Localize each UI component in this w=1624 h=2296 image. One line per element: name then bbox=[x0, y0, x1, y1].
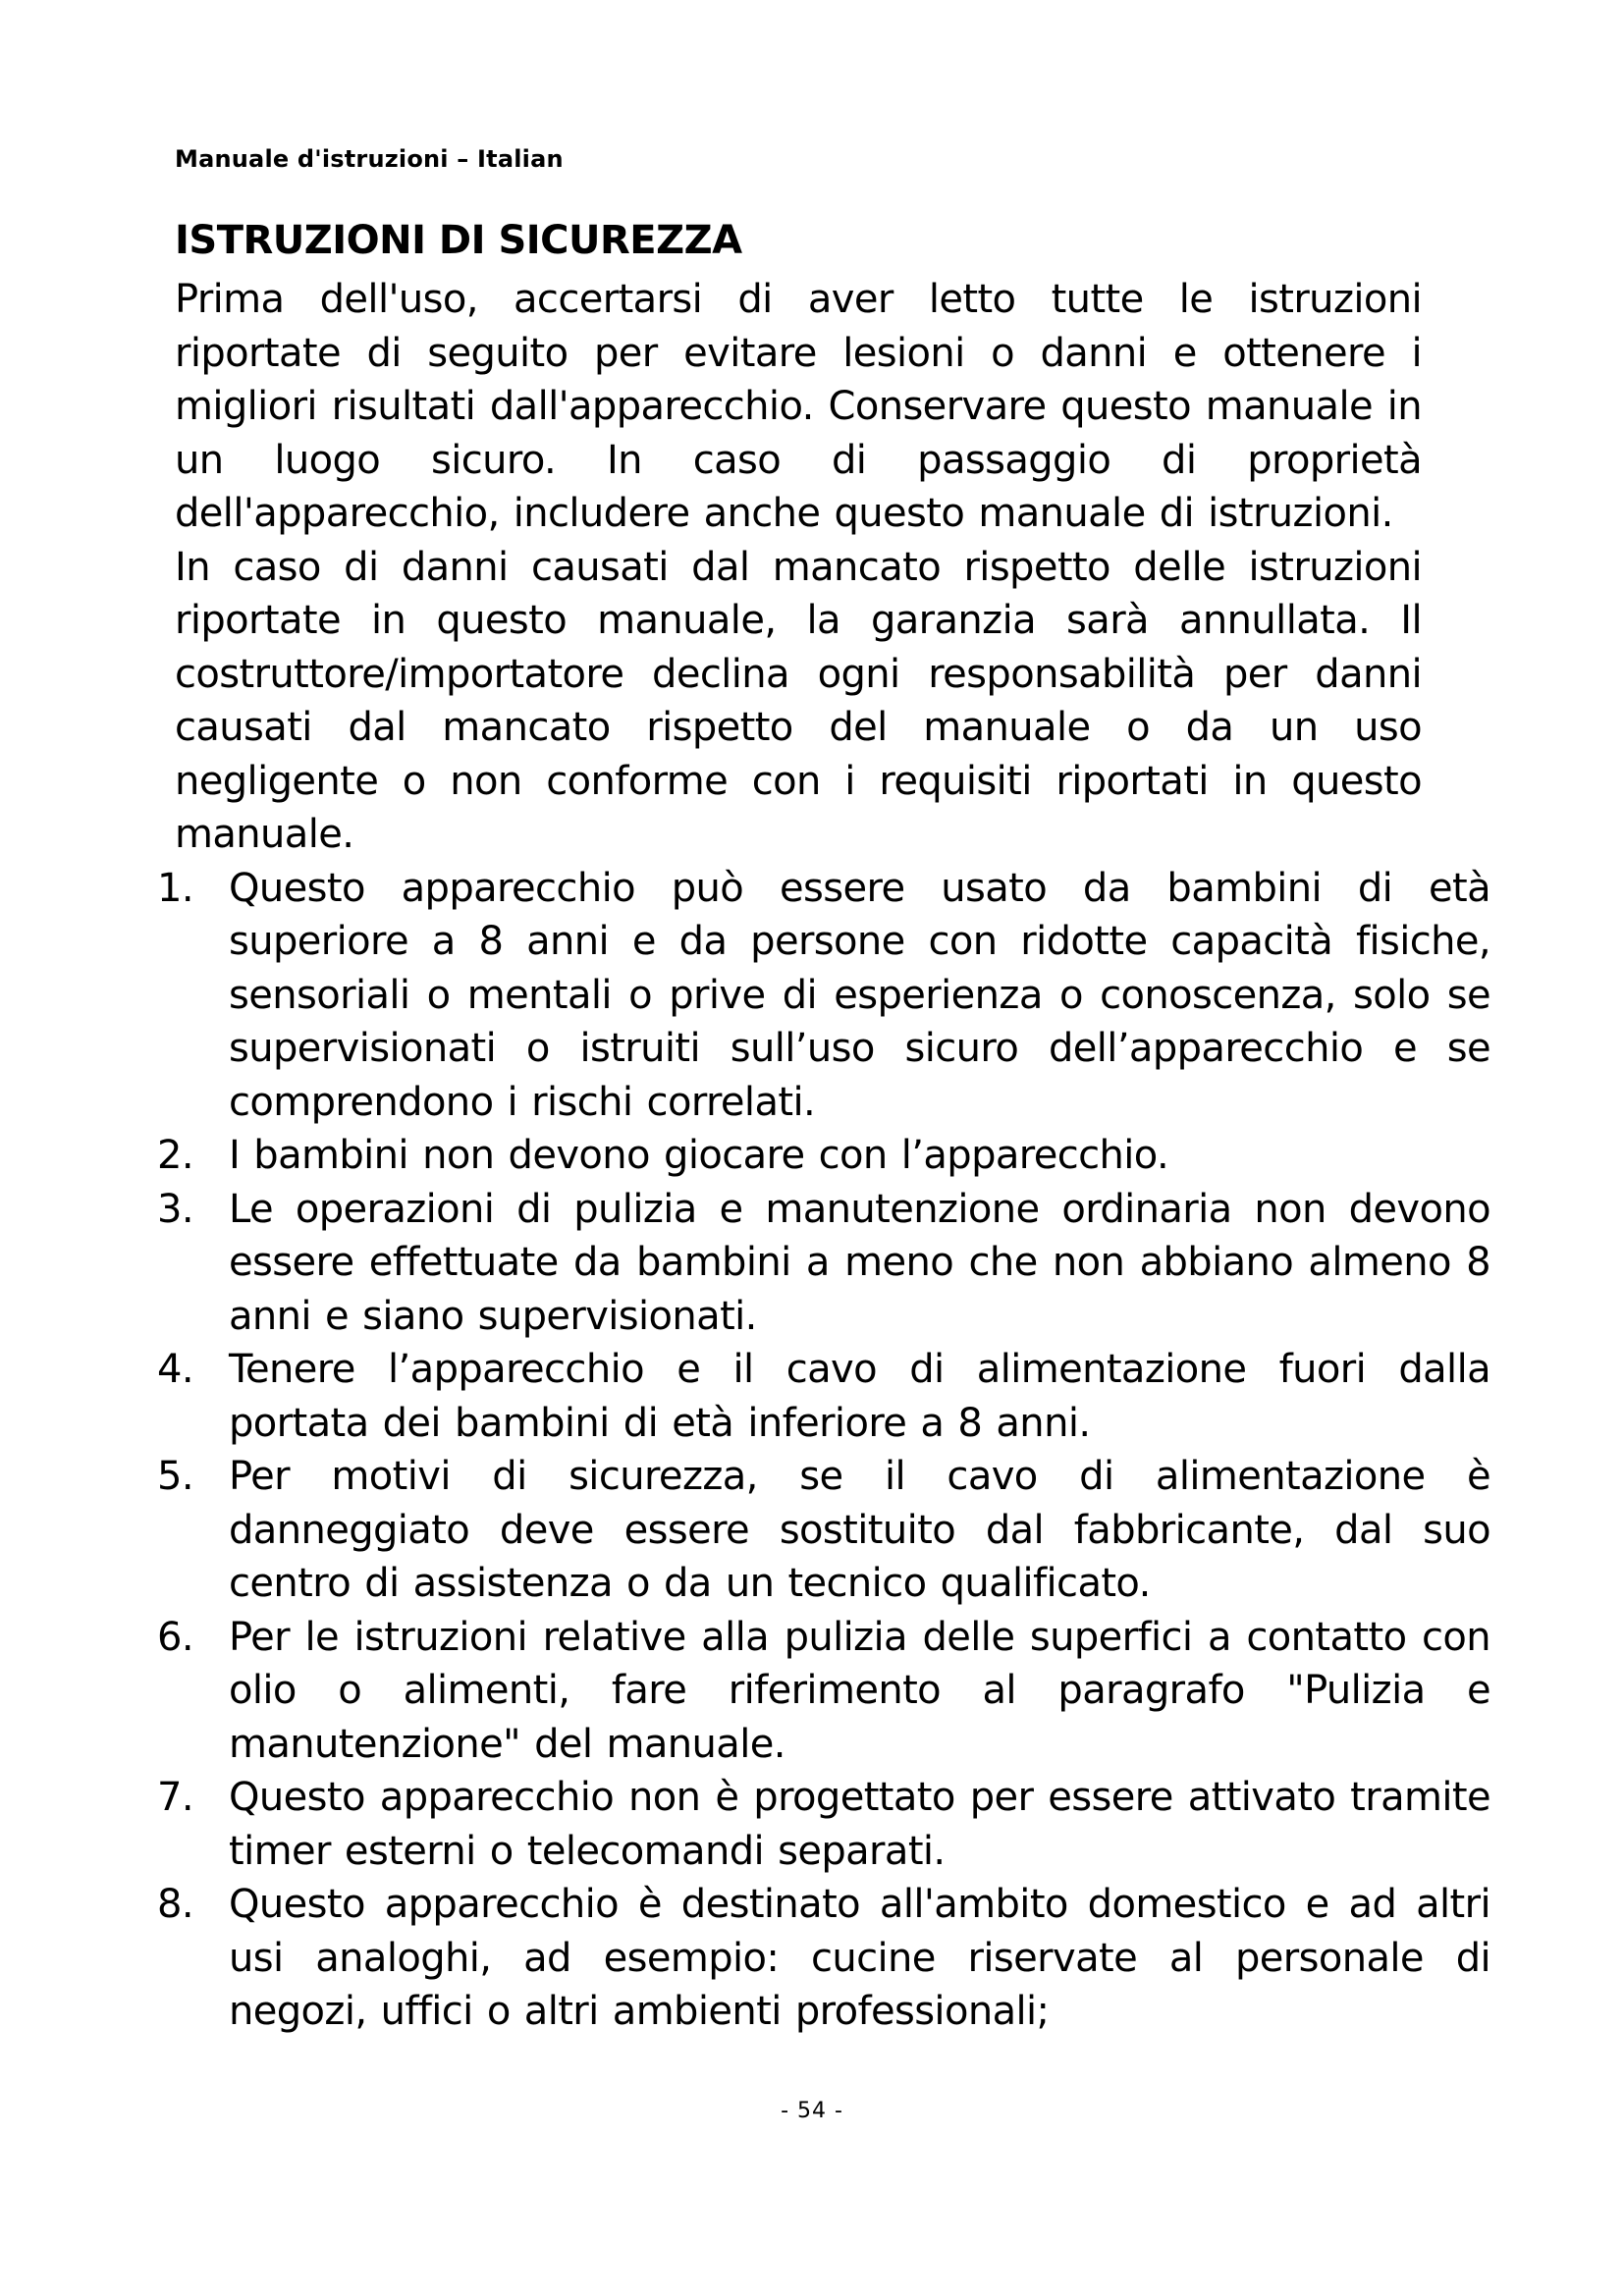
section-title: ISTRUZIONI DI SICUREZZA bbox=[175, 218, 742, 263]
list-item bbox=[157, 1878, 1490, 2039]
list-item-text: Per motivi di sicurezza, se il cavo di alimentazione è danneggiato deve essere sostituito dal fabbricante, dal suo centro di assistenza o da un tecnico qualificato. bbox=[229, 1454, 1490, 1606]
list-item-number: 5. bbox=[157, 1454, 193, 1499]
list-item-number: 3. bbox=[157, 1186, 193, 1232]
page-number: - 54 - bbox=[781, 2099, 843, 2123]
warranty-paragraph: In caso di danni causati dal mancato rispetto delle istruzioni riportate in questo manuale, la garanzia sarà annullata. Il costruttore/importatore declina ogni responsabilità per danni causati dal mancato rispetto del manuale o da un uso negligente o non conforme con i requisiti riportati in questo manuale. bbox=[175, 544, 1422, 857]
list-item-text: Le operazioni di pulizia e manutenzione ordinaria non devono essere effettuate da bambini a meno che non abbiano almeno 8 anni e siano supervisionati. bbox=[229, 1186, 1490, 1339]
list-item bbox=[157, 1129, 1490, 1183]
safety-list bbox=[157, 862, 1490, 2039]
list-item-number: 7. bbox=[157, 1775, 193, 1820]
list-item bbox=[157, 1183, 1490, 1344]
list-item bbox=[157, 1450, 1490, 1611]
list-item bbox=[157, 862, 1490, 1130]
list-item-text: Per le istruzioni relative alla pulizia delle superfici a contatto con olio o alimenti, fare riferimento al paragrafo "Pulizia e manutenzione" del manuale. bbox=[229, 1614, 1490, 1767]
list-item-number: 1. bbox=[157, 865, 193, 911]
list-item-text: Tenere l’apparecchio e il cavo di alimentazione fuori dalla portata dei bambini di età inferiore a 8 anni. bbox=[229, 1347, 1490, 1446]
list-item-number: 8. bbox=[157, 1882, 193, 1927]
intro-paragraph: Prima dell'uso, accertarsi di aver letto tutte le istruzioni riportate di seguito per evitare lesioni o danni e ottenere i migliori risultati dall'apparecchio. Conservare questo manuale in un luogo sicuro. In caso di passaggio di proprietà dell'apparecchio, includere anche questo manuale di istruzioni. bbox=[175, 277, 1422, 536]
list-item-number: 4. bbox=[157, 1347, 193, 1392]
list-item-number: 6. bbox=[157, 1614, 193, 1660]
list-item-text: I bambini non devono giocare con l’apparecchio. bbox=[229, 1133, 1169, 1178]
list-item-number: 2. bbox=[157, 1133, 193, 1178]
list-item-text: Questo apparecchio è destinato all'ambito domestico e ad altri usi analoghi, ad esempio: cucine riservate al personale di negozi, uffici o altri ambienti professionali; bbox=[229, 1882, 1490, 2034]
page-header: Manuale d'istruzioni – Italian bbox=[175, 145, 564, 173]
list-item bbox=[157, 1611, 1490, 1772]
document-body bbox=[157, 273, 1490, 2039]
list-item bbox=[157, 1343, 1490, 1450]
list-item bbox=[157, 1771, 1490, 1878]
list-item-text: Questo apparecchio può essere usato da bambini di età superiore a 8 anni e da persone con ridotte capacità fisiche, sensoriali o mentali o prive di esperienza o conoscenza, solo se supervisionati o istruiti sull’uso sicuro dell’apparecchio e se comprendono i rischi correlati. bbox=[229, 865, 1490, 1125]
list-item-text: Questo apparecchio non è progettato per essere attivato tramite timer esterni o telecomandi separati. bbox=[229, 1775, 1490, 1874]
